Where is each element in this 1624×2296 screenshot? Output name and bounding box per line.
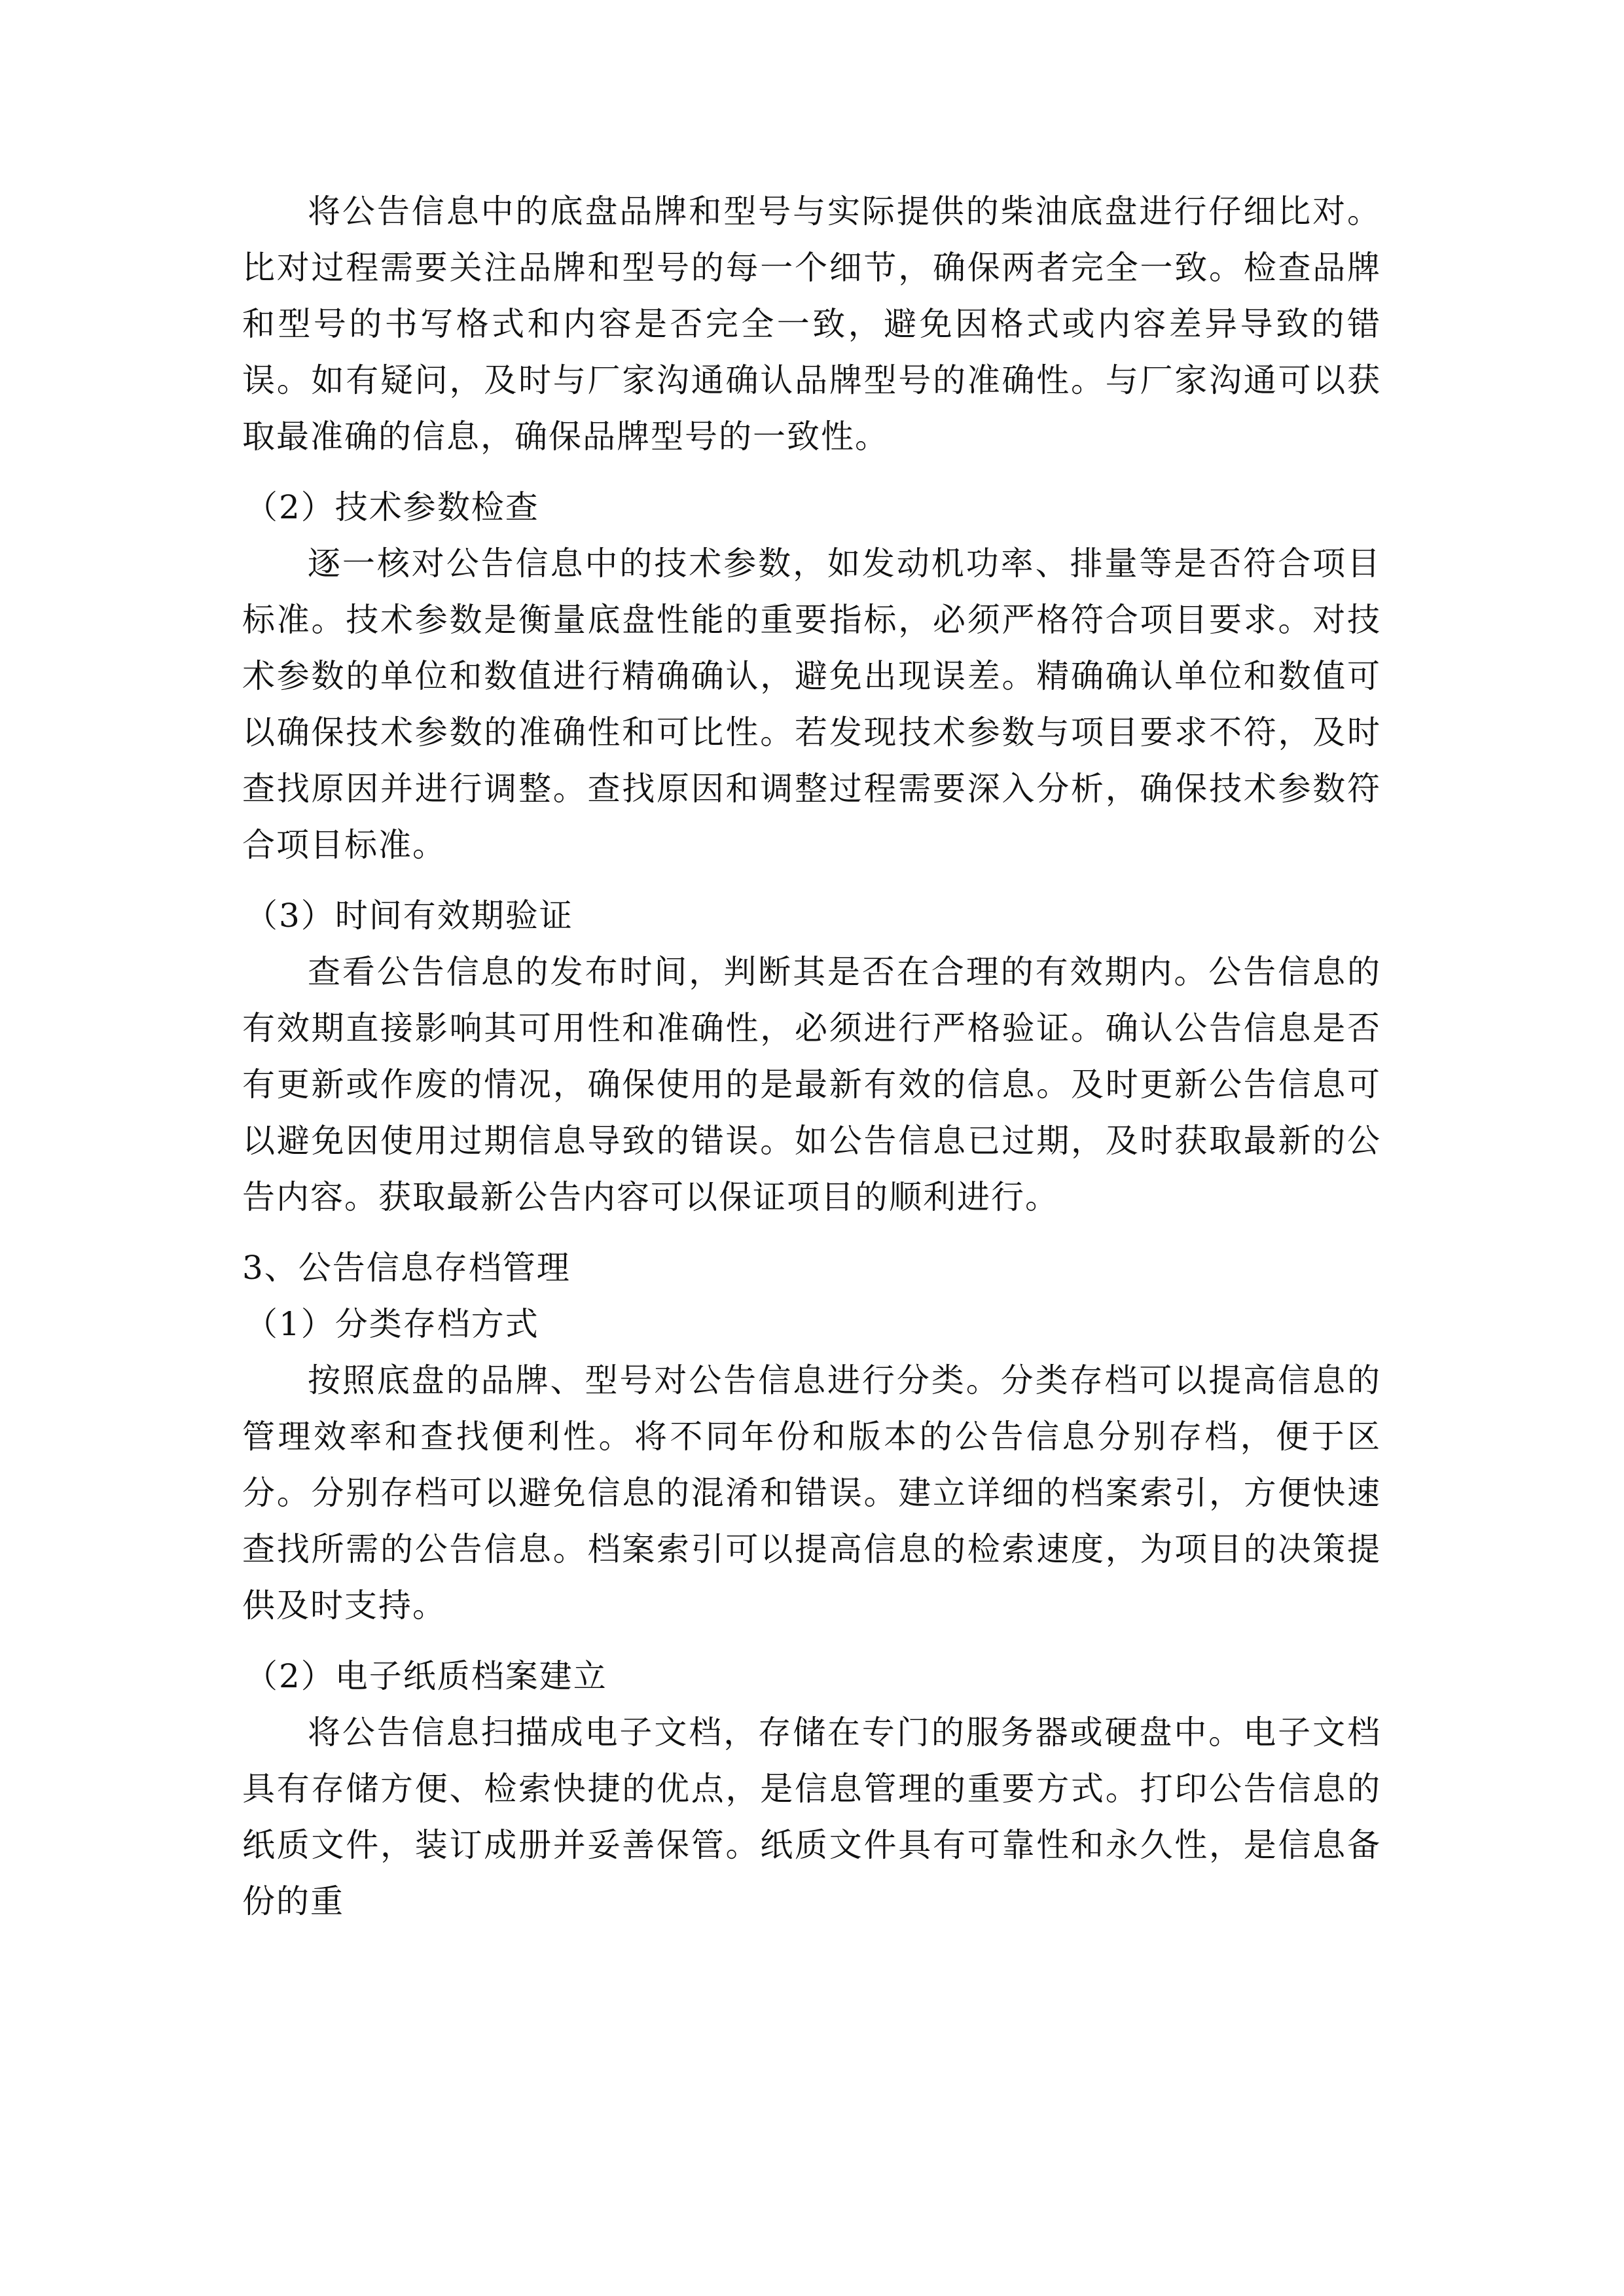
paragraph-tech-params: 逐一核对公告信息中的技术参数，如发动机功率、排量等是否符合项目标准。技术参数是衡量底盘性能的重要指标，必须严格符合项目要求。对技术参数的单位和数值进行精确确认，避免出现误差。精确确认单位和数值可以确保技术参数的准确性和可比性。若发现技术参数与项目要求不符，及时查找原因并进行调整。查找原因和调整过程需要深入分析，确保技术参数符合项目标准。 bbox=[242, 545, 1381, 864]
paragraph-brand-model-check: 将公告信息中的底盘品牌和型号与实际提供的柴油底盘进行仔细比对。比对过程需要关注品牌和型号的每一个细节，确保两者完全一致。检查品牌和型号的书写格式和内容是否完全一致，避免因格式或内容差异导致的错误。如有疑问，及时与厂家沟通确认品牌型号的准确性。与厂家沟通可以获取最准确的信息，确保品牌型号的一致性。 bbox=[242, 192, 1381, 456]
heading-validity-period: （3）时间有效期验证 bbox=[245, 897, 573, 935]
document-body bbox=[242, 183, 1381, 1929]
paragraph-validity-period: 查看公告信息的发布时间，判断其是否在合理的有效期内。公告信息的有效期直接影响其可用性和准确性，必须进行严格验证。确认公告信息是否有更新或作废的情况，确保使用的是最新有效的信息。及时更新公告信息可以避免因使用过期信息导致的错误。如公告信息已过期，及时获取最新的公告内容。获取最新公告内容可以保证项目的顺利进行。 bbox=[242, 953, 1381, 1216]
heading-tech-params: （2）技术参数检查 bbox=[245, 488, 539, 526]
paragraph-electronic-paper-archive: 将公告信息扫描成电子文档，存储在专门的服务器或硬盘中。电子文档具有存储方便、检索快捷的优点，是信息管理的重要方式。打印公告信息的纸质文件，装订成册并妥善保管。纸质文件具有可靠性和永久性，是信息备份的重 bbox=[242, 1713, 1381, 1920]
heading-electronic-paper-archive: （2）电子纸质档案建立 bbox=[245, 1657, 607, 1695]
paragraph-classified-archive: 按照底盘的品牌、型号对公告信息进行分类。分类存档可以提高信息的管理效率和查找便利性。将不同年份和版本的公告信息分别存档，便于区分。分别存档可以避免信息的混淆和错误。建立详细的档案索引，方便快速查找所需的公告信息。档案索引可以提高信息的检索速度，为项目的决策提供及时支持。 bbox=[242, 1361, 1381, 1624]
heading-archive-management: 3、公告信息存档管理 bbox=[242, 1249, 571, 1287]
heading-classified-archive: （1）分类存档方式 bbox=[245, 1305, 539, 1343]
